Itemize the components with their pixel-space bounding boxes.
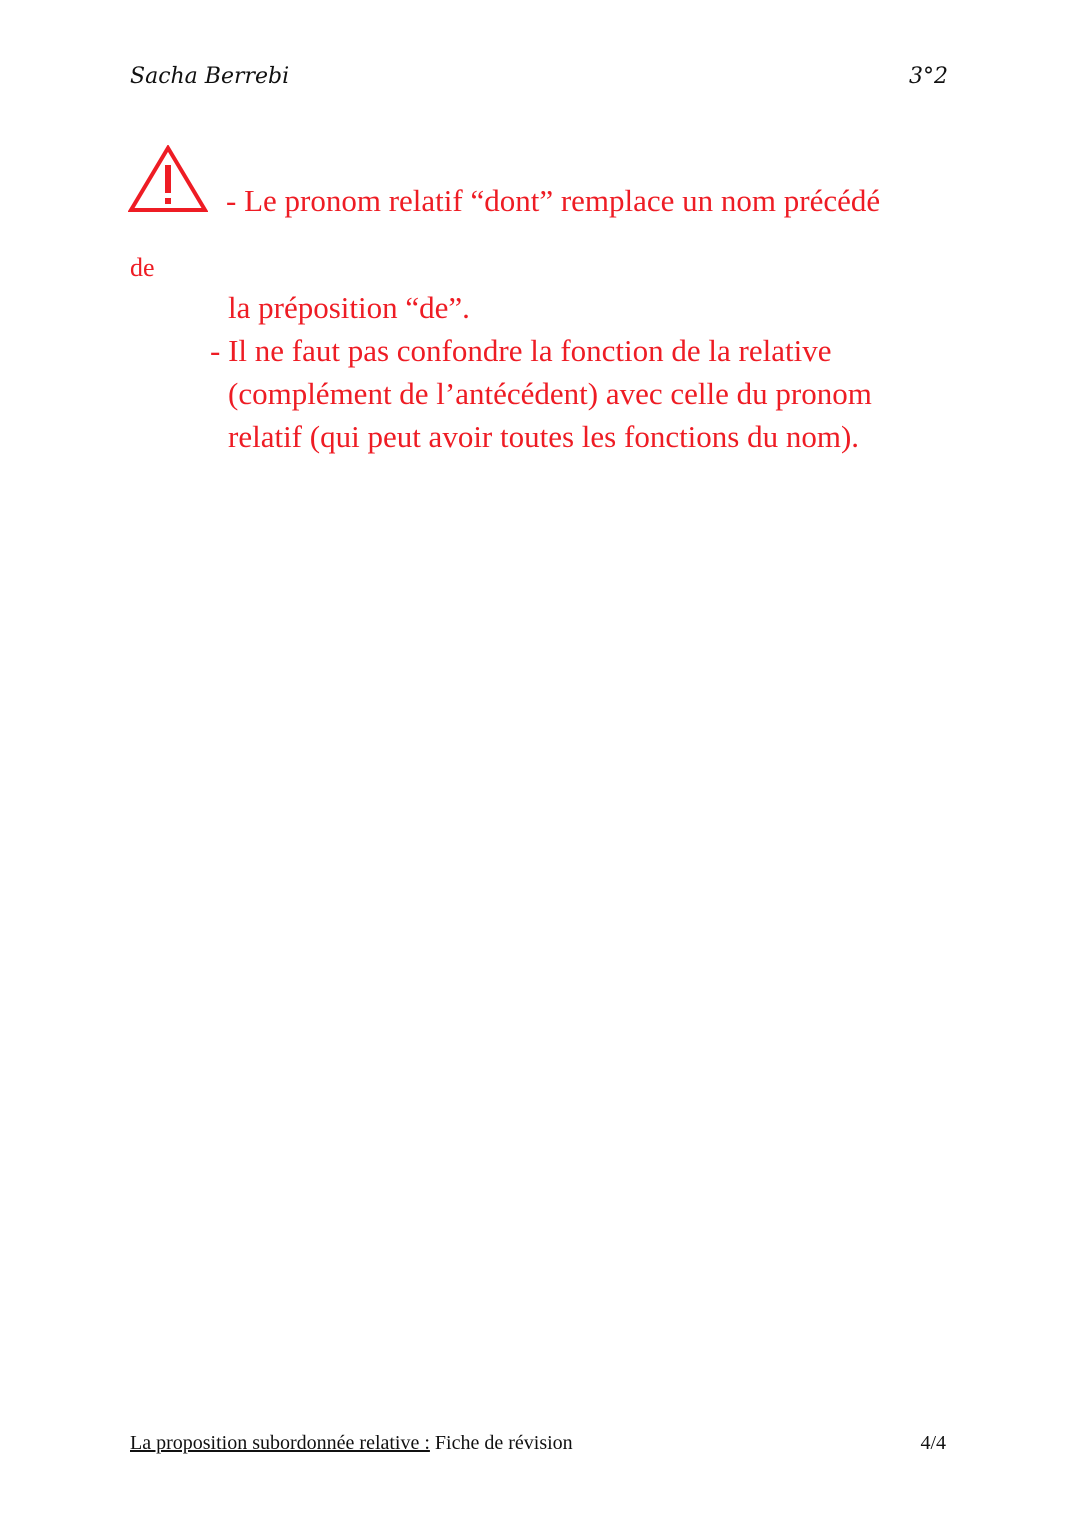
class-label: 3°2 bbox=[909, 64, 948, 89]
author-name: Sacha Berrebi bbox=[130, 64, 290, 89]
page-number: 4/4 bbox=[920, 1432, 946, 1454]
note-line-de: de bbox=[130, 253, 155, 282]
note-line-5: relatif (qui peut avoir toutes les fonctions du nom). bbox=[228, 419, 860, 454]
note-line-2: la préposition “de”. bbox=[228, 290, 470, 325]
footer-subtitle: Fiche de révision bbox=[429, 1432, 573, 1454]
footer-title: La proposition subordonnée relative : bbox=[130, 1432, 430, 1454]
note-line-4: (complément de l’antécédent) avec celle du pronom bbox=[228, 376, 872, 411]
note-line-1: - Le pronom relatif “dont” remplace un nom précédé bbox=[226, 183, 881, 218]
warning-icon bbox=[128, 145, 208, 213]
note-line-3: - Il ne faut pas confondre la fonction de la relative bbox=[210, 333, 832, 368]
footer bbox=[130, 1432, 573, 1455]
